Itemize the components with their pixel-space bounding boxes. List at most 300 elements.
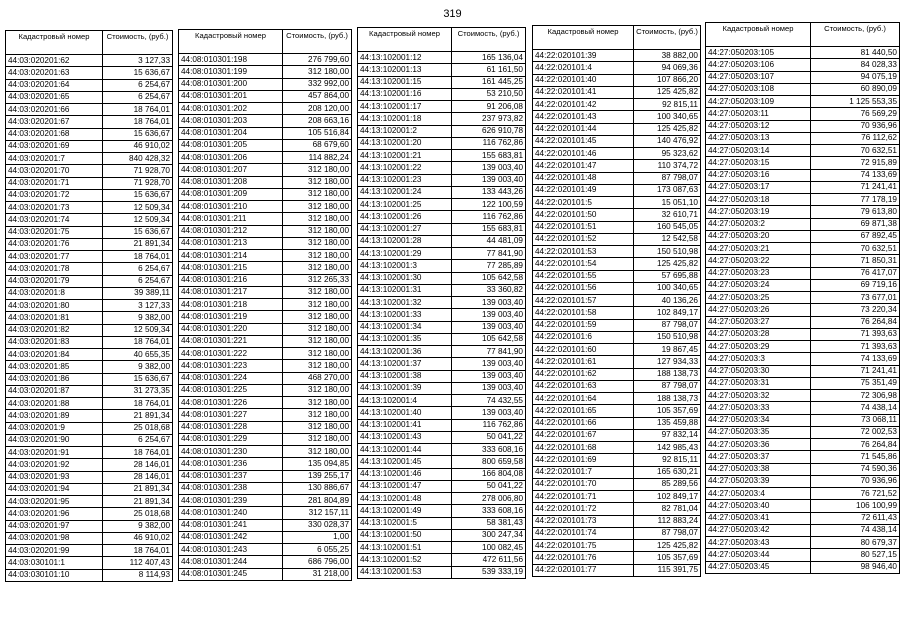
cost-value: 208 120,00 <box>283 103 352 115</box>
cost-value: 139 003,40 <box>452 309 526 321</box>
table-row <box>6 496 173 508</box>
cost-value: 72 306,98 <box>811 390 900 402</box>
cost-value: 139 003,40 <box>452 297 526 309</box>
table-row <box>533 478 701 490</box>
cadastral-number: 44:08:010301:239 <box>179 495 283 507</box>
table-row <box>706 561 900 573</box>
cost-value: 71 928,70 <box>103 165 173 177</box>
cadastral-number: 44:08:010301:240 <box>179 507 283 519</box>
table-row <box>533 454 701 466</box>
cadastral-number: 44:13:102001:39 <box>358 382 452 394</box>
cadastral-number: 44:08:010301:211 <box>179 213 283 225</box>
cadastral-number: 44:03:020201:97 <box>6 520 103 532</box>
table-row <box>6 557 173 569</box>
table-row <box>6 165 173 177</box>
cost-value: 40 136,26 <box>634 295 701 307</box>
cost-value: 135 094,85 <box>283 458 352 470</box>
table-row <box>533 111 701 123</box>
cost-value: 74 133,69 <box>811 353 900 365</box>
cadastral-number: 44:03:020201:70 <box>6 165 103 177</box>
cost-value: 333 608,16 <box>452 505 526 517</box>
table-row <box>6 67 173 79</box>
cadastral-number: 44:03:020201:64 <box>6 79 103 91</box>
table-row <box>706 365 900 377</box>
cadastral-number: 44:08:010301:236 <box>179 458 283 470</box>
cost-value: 6 254,67 <box>103 79 173 91</box>
table-row <box>6 128 173 140</box>
table-row <box>706 243 900 255</box>
table-row <box>179 568 352 580</box>
table-row <box>6 226 173 238</box>
cadastral-number: 44:08:010301:229 <box>179 433 283 445</box>
cadastral-number: 44:03:020201:89 <box>6 410 103 422</box>
table-row <box>179 531 352 543</box>
cadastral-number: 44:22:020101:5 <box>533 197 634 209</box>
cost-value: 71 241,41 <box>811 181 900 193</box>
cadastral-number: 44:03:020201:81 <box>6 312 103 324</box>
table-row <box>533 74 701 86</box>
cost-value: 12 542,58 <box>634 233 701 245</box>
table-row <box>533 233 701 245</box>
table-row <box>179 152 352 164</box>
cost-value: 142 985,43 <box>634 442 701 454</box>
cost-value: 95 323,62 <box>634 148 701 160</box>
cost-value: 457 864,00 <box>283 90 352 102</box>
header-cost: Стоимость, (руб.) <box>103 31 173 55</box>
cadastral-number: 44:13:102001:12 <box>358 52 452 64</box>
table-row <box>533 417 701 429</box>
table-row <box>358 88 526 100</box>
cost-value: 77 841,90 <box>452 248 526 260</box>
cost-value: 12 509,34 <box>103 214 173 226</box>
cadastral-number: 44:08:010301:227 <box>179 409 283 421</box>
cadastral-number: 44:08:010301:237 <box>179 470 283 482</box>
cost-value: 840 428,32 <box>103 153 173 165</box>
cost-value: 25 018,68 <box>103 422 173 434</box>
cost-value: 80 679,37 <box>811 537 900 549</box>
table-row <box>358 235 526 247</box>
cost-value: 160 545,05 <box>634 221 701 233</box>
cadastral-number: 44:08:010301:216 <box>179 274 283 286</box>
table-row <box>358 321 526 333</box>
table-row <box>533 393 701 405</box>
cost-value: 312 180,00 <box>283 176 352 188</box>
table-row <box>358 529 526 541</box>
table-row <box>533 135 701 147</box>
table-row <box>179 225 352 237</box>
cadastral-number: 44:22:020101:48 <box>533 172 634 184</box>
cadastral-number: 44:22:020101:54 <box>533 258 634 270</box>
cost-value: 50 041,22 <box>452 431 526 443</box>
cadastral-number: 44:22:020101:49 <box>533 184 634 196</box>
cadastral-number: 44:03:020201:93 <box>6 471 103 483</box>
cost-table-3 <box>357 27 526 579</box>
table-row <box>706 524 900 536</box>
cadastral-number: 44:27:050203:2 <box>706 218 811 230</box>
cadastral-number: 44:27:050203:42 <box>706 524 811 536</box>
cadastral-number: 44:08:010301:242 <box>179 531 283 543</box>
cost-value: 312 180,00 <box>283 164 352 176</box>
cost-value: 72 611,43 <box>811 512 900 524</box>
cadastral-number: 44:08:010301:205 <box>179 139 283 151</box>
cadastral-number: 44:08:010301:199 <box>179 66 283 78</box>
table-row <box>6 373 173 385</box>
table-row <box>533 160 701 172</box>
table-row <box>358 480 526 492</box>
cadastral-number: 44:08:010301:215 <box>179 262 283 274</box>
cost-value: 70 632,51 <box>811 243 900 255</box>
table-row <box>533 319 701 331</box>
cadastral-number: 44:08:010301:219 <box>179 311 283 323</box>
cost-value: 98 946,40 <box>811 561 900 573</box>
header-cost: Стоимость, (руб.) <box>811 23 900 47</box>
table-row <box>706 463 900 475</box>
cost-value: 71 393,63 <box>811 328 900 340</box>
cadastral-number: 44:03:020201:76 <box>6 238 103 250</box>
cost-value: 150 510,98 <box>634 246 701 258</box>
cadastral-number: 44:08:010301:238 <box>179 482 283 494</box>
cost-value: 60 890,09 <box>811 83 900 95</box>
cost-table-2 <box>178 29 352 581</box>
table-row <box>358 101 526 113</box>
cadastral-number: 44:08:010301:241 <box>179 519 283 531</box>
cadastral-number: 44:03:020201:84 <box>6 349 103 361</box>
table-row <box>179 311 352 323</box>
table-row <box>358 199 526 211</box>
cadastral-number: 44:03:020201:95 <box>6 496 103 508</box>
cadastral-number: 44:22:020101:64 <box>533 393 634 405</box>
cost-value: 15 636,67 <box>103 128 173 140</box>
table-row <box>358 542 526 554</box>
cost-value: 139 003,40 <box>452 321 526 333</box>
table-row <box>358 517 526 529</box>
table-row <box>533 503 701 515</box>
table-row <box>358 76 526 88</box>
table-row <box>706 390 900 402</box>
cost-value: 139 003,40 <box>452 358 526 370</box>
table-row <box>706 328 900 340</box>
cost-value: 18 764,01 <box>103 116 173 128</box>
cost-value: 188 138,73 <box>634 368 701 380</box>
cost-value: 105 516,84 <box>283 127 352 139</box>
cadastral-number: 44:27:050203:43 <box>706 537 811 549</box>
cost-value: 87 798,07 <box>634 527 701 539</box>
table-row <box>6 520 173 532</box>
table-row <box>706 279 900 291</box>
cost-value: 100 082,45 <box>452 542 526 554</box>
table-row <box>6 447 173 459</box>
table-row <box>533 344 701 356</box>
table-row <box>179 470 352 482</box>
cadastral-number: 44:22:020101:74 <box>533 527 634 539</box>
cadastral-number: 44:08:010301:208 <box>179 176 283 188</box>
cost-value: 70 936,96 <box>811 120 900 132</box>
table-row <box>179 115 352 127</box>
cost-value: 127 934,33 <box>634 356 701 368</box>
cadastral-number: 44:08:010301:202 <box>179 103 283 115</box>
cadastral-number: 44:22:020101:43 <box>533 111 634 123</box>
cadastral-number: 44:13:102001:36 <box>358 346 452 358</box>
cost-value: 112 883,24 <box>634 515 701 527</box>
table-row <box>706 292 900 304</box>
cost-value: 38 882,00 <box>634 50 701 62</box>
cost-value: 105 357,69 <box>634 405 701 417</box>
cadastral-number: 44:08:010301:243 <box>179 544 283 556</box>
cadastral-number: 44:22:020101:73 <box>533 515 634 527</box>
cadastral-number: 44:22:020101:51 <box>533 221 634 233</box>
cadastral-number: 44:08:010301:201 <box>179 90 283 102</box>
cost-value: 333 608,16 <box>452 444 526 456</box>
cadastral-number: 44:13:102001:24 <box>358 186 452 198</box>
cost-value: 1,00 <box>283 531 352 543</box>
table-row <box>179 90 352 102</box>
table-row <box>706 71 900 83</box>
table-row <box>533 209 701 221</box>
cost-value: 312 180,00 <box>283 311 352 323</box>
cost-value: 15 636,67 <box>103 189 173 201</box>
cost-value: 135 459,88 <box>634 417 701 429</box>
cadastral-number: 44:22:020101:50 <box>533 209 634 221</box>
table-header-row <box>6 31 173 55</box>
table-row <box>358 297 526 309</box>
cost-value: 312 180,00 <box>283 360 352 372</box>
cadastral-number: 44:13:102001:16 <box>358 88 452 100</box>
cost-value: 53 210,50 <box>452 88 526 100</box>
cost-value: 330 028,37 <box>283 519 352 531</box>
header-cadastral: Кадастровый номер <box>179 30 283 54</box>
table-row <box>706 59 900 71</box>
cost-value: 539 333,19 <box>452 566 526 578</box>
cadastral-number: 44:13:102001:18 <box>358 113 452 125</box>
cadastral-number: 44:03:020201:8 <box>6 287 103 299</box>
cadastral-number: 44:03:020201:82 <box>6 324 103 336</box>
cadastral-number: 44:08:010301:209 <box>179 188 283 200</box>
table-row <box>706 316 900 328</box>
cadastral-number: 44:03:020201:69 <box>6 140 103 152</box>
cost-value: 69 871,38 <box>811 218 900 230</box>
cadastral-number: 44:27:050203:24 <box>706 279 811 291</box>
cadastral-number: 44:22:020101:65 <box>533 405 634 417</box>
table-row <box>6 153 173 165</box>
cadastral-number: 44:22:020101:61 <box>533 356 634 368</box>
cost-value: 92 815,11 <box>634 454 701 466</box>
cost-value: 76 569,29 <box>811 108 900 120</box>
cadastral-number: 44:22:020101:62 <box>533 368 634 380</box>
table-row <box>358 358 526 370</box>
table-row <box>358 248 526 260</box>
cadastral-number: 44:13:102001:50 <box>358 529 452 541</box>
cost-value: 8 114,93 <box>103 569 173 581</box>
cadastral-number: 44:13:102001:41 <box>358 419 452 431</box>
cost-value: 105 642,58 <box>452 333 526 345</box>
table-row <box>179 66 352 78</box>
cadastral-number: 44:13:102001:2 <box>358 125 452 137</box>
cost-value: 71 393,63 <box>811 341 900 353</box>
cadastral-number: 44:22:020101:71 <box>533 491 634 503</box>
cadastral-number: 44:13:102001:26 <box>358 211 452 223</box>
cadastral-number: 44:13:102001:40 <box>358 407 452 419</box>
table-row <box>706 120 900 132</box>
table-row <box>533 368 701 380</box>
cost-value: 71 928,70 <box>103 177 173 189</box>
table-row <box>533 442 701 454</box>
cadastral-number: 44:03:020201:74 <box>6 214 103 226</box>
table-row <box>358 309 526 321</box>
cadastral-number: 44:22:020101:66 <box>533 417 634 429</box>
cadastral-number: 44:08:010301:230 <box>179 446 283 458</box>
cadastral-number: 44:13:102001:37 <box>358 358 452 370</box>
cost-value: 91 206,08 <box>452 101 526 113</box>
cost-value: 18 764,01 <box>103 336 173 348</box>
table-row <box>358 505 526 517</box>
table-row <box>6 422 173 434</box>
cost-value: 57 695,88 <box>634 270 701 282</box>
cost-value: 68 679,60 <box>283 139 352 151</box>
cadastral-number: 44:13:102001:3 <box>358 260 452 272</box>
cost-value: 312 180,00 <box>283 433 352 445</box>
cadastral-number: 44:03:020201:99 <box>6 545 103 557</box>
table-row <box>358 64 526 76</box>
cost-value: 116 762,86 <box>452 211 526 223</box>
cost-value: 106 100,99 <box>811 500 900 512</box>
cadastral-number: 44:22:020101:44 <box>533 123 634 135</box>
header-cost: Стоимость, (руб.) <box>634 26 701 50</box>
cost-value: 25 018,68 <box>103 508 173 520</box>
cadastral-number: 44:22:020101:69 <box>533 454 634 466</box>
cadastral-number: 44:22:020101:53 <box>533 246 634 258</box>
table-row <box>533 295 701 307</box>
cadastral-number: 44:27:050203:30 <box>706 365 811 377</box>
cost-value: 70 936,96 <box>811 475 900 487</box>
cadastral-number: 44:08:010301:221 <box>179 335 283 347</box>
table-row <box>706 488 900 500</box>
cadastral-number: 44:13:102001:52 <box>358 554 452 566</box>
table-row <box>706 402 900 414</box>
cadastral-number: 44:27:050203:38 <box>706 463 811 475</box>
table-row <box>706 304 900 316</box>
table-row <box>179 213 352 225</box>
table-row <box>706 475 900 487</box>
table-row <box>179 458 352 470</box>
cadastral-number: 44:13:102001:21 <box>358 150 452 162</box>
cadastral-number: 44:03:020201:83 <box>6 336 103 348</box>
cost-value: 71 545,86 <box>811 451 900 463</box>
cost-value: 94 075,19 <box>811 71 900 83</box>
table-row <box>179 176 352 188</box>
table-row <box>358 444 526 456</box>
cost-value: 18 764,01 <box>103 251 173 263</box>
cost-value: 92 815,11 <box>634 99 701 111</box>
cadastral-number: 44:08:010301:228 <box>179 421 283 433</box>
cadastral-number: 44:03:020201:73 <box>6 202 103 214</box>
table-row <box>179 335 352 347</box>
cost-value: 15 636,67 <box>103 226 173 238</box>
cadastral-number: 44:03:030101:10 <box>6 569 103 581</box>
cost-value: 105 357,69 <box>634 552 701 564</box>
cost-value: 50 041,22 <box>452 480 526 492</box>
cadastral-number: 44:13:102001:29 <box>358 248 452 260</box>
table-row <box>533 429 701 441</box>
cadastral-number: 44:08:010301:210 <box>179 201 283 213</box>
cost-value: 61 161,50 <box>452 64 526 76</box>
table-header-row <box>533 26 701 50</box>
cadastral-number: 44:03:020201:85 <box>6 361 103 373</box>
table-row <box>533 62 701 74</box>
table-row <box>179 139 352 151</box>
cost-value: 173 087,63 <box>634 184 701 196</box>
cadastral-number: 44:03:020201:9 <box>6 422 103 434</box>
cadastral-number: 44:13:102001:47 <box>358 480 452 492</box>
table-row <box>533 148 701 160</box>
cadastral-number: 44:13:102001:17 <box>358 101 452 113</box>
table-row <box>6 91 173 103</box>
table-row <box>6 214 173 226</box>
cost-value: 112 407,43 <box>103 557 173 569</box>
table-row <box>179 433 352 445</box>
cost-value: 105 642,58 <box>452 272 526 284</box>
cadastral-number: 44:13:102001:53 <box>358 566 452 578</box>
cost-table-1 <box>5 30 173 582</box>
table-row <box>706 47 900 59</box>
cost-table-5 <box>705 22 900 574</box>
cost-value: 114 882,24 <box>283 152 352 164</box>
cadastral-number: 44:03:020201:77 <box>6 251 103 263</box>
header-cadastral: Кадастровый номер <box>6 31 103 55</box>
table-row <box>6 398 173 410</box>
table-row <box>179 556 352 568</box>
table-header-row <box>358 28 526 52</box>
cadastral-number: 44:22:020101:6 <box>533 331 634 343</box>
cadastral-number: 44:08:010301:213 <box>179 237 283 249</box>
cadastral-number: 44:03:020201:7 <box>6 153 103 165</box>
cost-value: 208 663,16 <box>283 115 352 127</box>
table-row <box>358 260 526 272</box>
cost-value: 125 425,82 <box>634 86 701 98</box>
cadastral-number: 44:08:010301:225 <box>179 384 283 396</box>
cost-value: 125 425,82 <box>634 123 701 135</box>
table-row <box>6 104 173 116</box>
cost-value: 74 133,69 <box>811 169 900 181</box>
table-row <box>6 471 173 483</box>
cost-value: 312 180,00 <box>283 286 352 298</box>
cadastral-number: 44:27:050203:11 <box>706 108 811 120</box>
cost-value: 139 003,40 <box>452 382 526 394</box>
table-row <box>6 336 173 348</box>
table-row <box>706 439 900 451</box>
cadastral-number: 44:27:050203:108 <box>706 83 811 95</box>
cadastral-number: 44:13:102001:25 <box>358 199 452 211</box>
cadastral-number: 44:27:050203:25 <box>706 292 811 304</box>
cadastral-number: 44:08:010301:207 <box>179 164 283 176</box>
table-row <box>706 451 900 463</box>
cadastral-number: 44:08:010301:217 <box>179 286 283 298</box>
cadastral-number: 44:03:020201:63 <box>6 67 103 79</box>
cost-value: 21 891,34 <box>103 483 173 495</box>
cadastral-number: 44:13:102001:28 <box>358 235 452 247</box>
cost-value: 312 180,00 <box>283 299 352 311</box>
cost-value: 58 381,43 <box>452 517 526 529</box>
table-row <box>706 230 900 242</box>
cost-value: 72 002,53 <box>811 426 900 438</box>
cost-value: 626 910,78 <box>452 125 526 137</box>
cost-value: 69 719,16 <box>811 279 900 291</box>
table-row <box>179 54 352 66</box>
cost-value: 139 003,40 <box>452 407 526 419</box>
table-row <box>6 532 173 544</box>
cost-value: 237 973,82 <box>452 113 526 125</box>
cost-value: 40 655,35 <box>103 349 173 361</box>
cost-value: 312 180,00 <box>283 397 352 409</box>
